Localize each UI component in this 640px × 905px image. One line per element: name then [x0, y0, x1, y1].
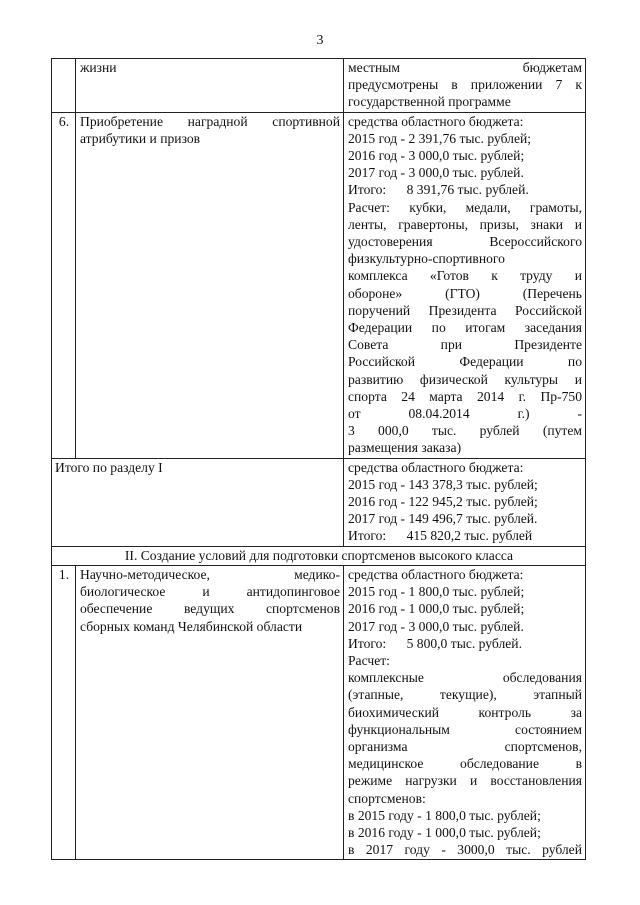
section-title-cell — [52, 546, 586, 565]
funding-line: 2017 год - 149 496,7 тыс. рублей. — [348, 511, 538, 527]
funding-line: комплекса «Готов к труду и — [348, 268, 582, 284]
table-row-continuation — [52, 59, 586, 113]
funding-total-line: Итого: 5 800,0 тыс. рублей. — [348, 635, 522, 651]
event-name-line: обеспечение ведущих спортсменов — [80, 601, 340, 617]
funding-total-line: Итого: 415 820,2 тыс. рублей — [348, 528, 533, 544]
event-name-cell — [76, 112, 344, 458]
funding-line: функциональным состоянием — [348, 721, 582, 737]
event-name-cell — [76, 565, 344, 859]
funding-line: ленты, гравертоны, призы, знаки и — [348, 216, 582, 232]
funding-line: обороне» (ГТО) (Перечень — [348, 285, 582, 301]
funding-line: 2015 год - 143 378,3 тыс. рублей; — [348, 476, 538, 492]
funding-line: от 08.04.2014 г.) - — [348, 406, 582, 422]
section-2-title: II. Создание условий для подготовки спортсменов высокого класса — [124, 547, 514, 563]
funding-line: в 2017 году - 3000,0 тыс. рублей — [348, 842, 582, 858]
funding-line: Расчет: — [348, 652, 390, 668]
funding-line: в 2016 году - 1 000,0 тыс. рублей; — [348, 824, 541, 840]
funding-line: 2016 год - 122 945,2 тыс. рублей; — [348, 494, 538, 510]
event-name-cell — [76, 59, 344, 113]
funding-line: 2017 год - 3 000,0 тыс. рублей. — [348, 618, 524, 634]
funding-line: 2016 год - 3 000,0 тыс. рублей; — [348, 148, 525, 164]
funding-line: размещения заказа) — [348, 440, 462, 456]
table-row-1 — [52, 565, 586, 859]
funding-cell — [344, 458, 586, 546]
funding-line: 2016 год - 1 000,0 тыс. рублей; — [348, 601, 525, 617]
funding-line: поручений Президента Российской — [348, 302, 582, 318]
event-name-line: атрибутики и призов — [80, 130, 201, 146]
funding-line: комплексные обследования — [348, 670, 582, 686]
funding-line: в 2015 году - 1 800,0 тыс. рублей; — [348, 807, 541, 823]
event-name-line: жизни — [80, 60, 117, 75]
funding-cell — [344, 59, 586, 113]
funding-line: физкультурно-спортивного — [348, 251, 505, 267]
funding-line: средства областного бюджета: — [348, 459, 524, 475]
funding-line: медицинское обследование в — [348, 756, 582, 772]
funding-line: Расчет: кубки, медали, грамоты, — [348, 199, 582, 215]
funding-line: (этапные, текущие), этапный — [348, 687, 582, 703]
event-name-line: Приобретение наградной спортивной — [80, 113, 340, 129]
funding-line: Совета при Президенте — [348, 337, 582, 353]
funding-line: спортсменов: — [348, 790, 426, 806]
funding-line: 2015 год - 2 391,76 тыс. рублей; — [348, 130, 532, 146]
funding-line: Российской Федерации по — [348, 354, 582, 370]
funding-line: государственной программе — [348, 94, 511, 110]
funding-line: удостоверения Всероссийского — [348, 234, 582, 250]
funding-line: спорта 24 марта 2014 г. Пр-750 — [348, 388, 582, 404]
event-name-line: Научно-методическое, медико- — [80, 566, 340, 582]
program-table — [51, 58, 586, 860]
row-number-cell: 1. — [52, 565, 76, 859]
table-row-section-total — [52, 458, 586, 546]
funding-line: средства областного бюджета: — [348, 566, 524, 582]
funding-line: 3 000,0 тыс. рублей (путем — [348, 423, 582, 439]
row-number-cell: 6. — [52, 112, 76, 458]
funding-line: организма спортсменов, — [348, 738, 582, 754]
row-number-cell — [52, 59, 76, 113]
funding-cell — [344, 112, 586, 458]
table-row-section-title — [52, 546, 586, 565]
event-name-line: сборных команд Челябинской области — [80, 618, 303, 634]
event-name-line: биологическое и антидопинговое — [80, 584, 340, 600]
funding-line: местным бюджетам — [348, 60, 582, 75]
funding-line: развитию физической культуры и — [348, 371, 582, 387]
funding-line: предусмотрены в приложении 7 к — [348, 77, 582, 93]
table-row-6 — [52, 112, 586, 458]
funding-line: 2015 год - 1 800,0 тыс. рублей; — [348, 584, 525, 600]
funding-line: 2017 год - 3 000,0 тыс. рублей. — [348, 165, 524, 181]
funding-total-line: Итого: 8 391,76 тыс. рублей. — [348, 182, 529, 198]
funding-line: Федерации по итогам заседания — [348, 320, 582, 336]
section-total-label: Итого по разделу I — [55, 459, 163, 475]
funding-line: биохимический контроль за — [348, 704, 582, 720]
page-number: 3 — [316, 33, 324, 48]
section-total-label-cell — [52, 458, 344, 546]
funding-line: средства областного бюджета: — [348, 113, 524, 129]
funding-line: режиме нагрузки и восстановления — [348, 773, 582, 789]
funding-cell — [344, 565, 586, 859]
